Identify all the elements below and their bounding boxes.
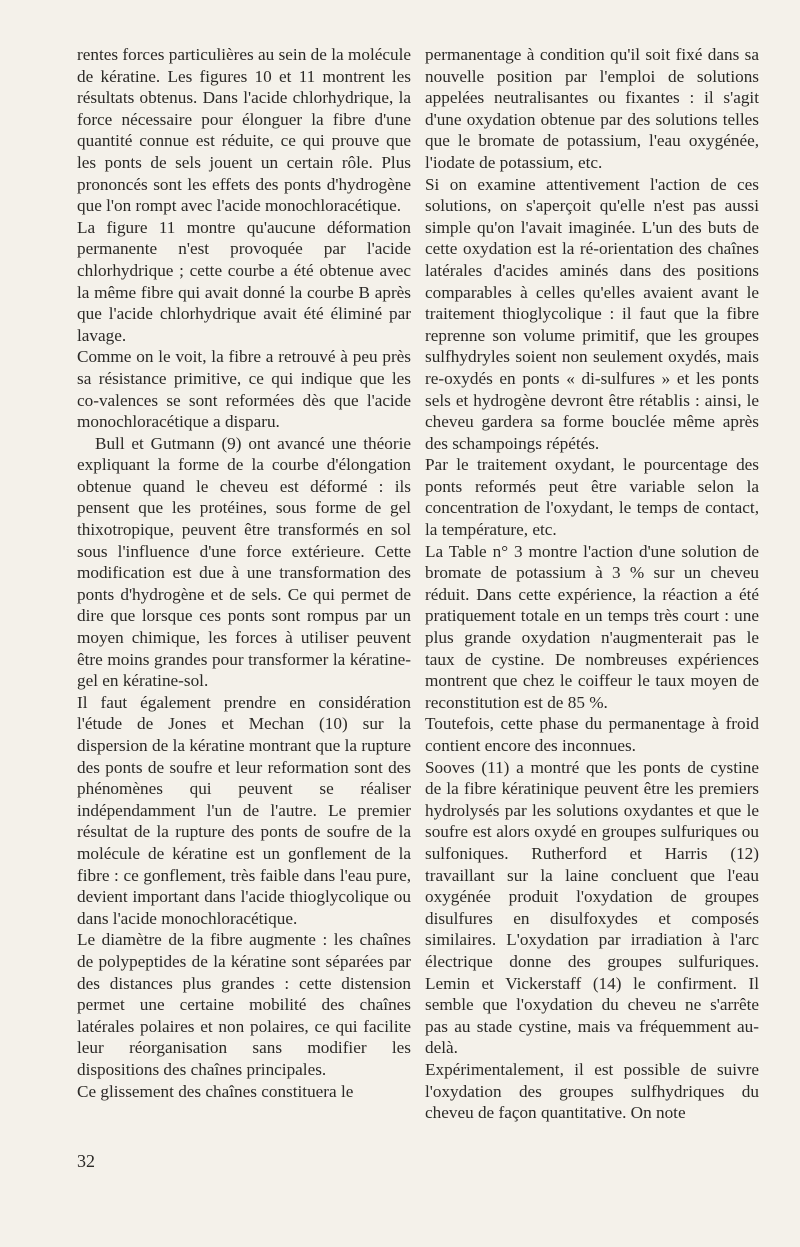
- paragraph: Le diamètre de la fibre augmente : les chaînes de polypeptides de la kératine sont séparées par des distances plus grandes : cette distension permet une certaine mobilité des chaînes latérales polaires et non polaires, ce qui facilite leur réorganisation sans modifier les dispositions des chaînes principales.: [77, 930, 411, 1079]
- paragraph: Sooves (11) a montré que les ponts de cystine de la fibre kératinique peuvent être les premiers hydrolysés par les solutions oxydantes et que le soufre est alors oxydé en groupes sulfuriques ou sulfoniques. Rutherford et Harris (12) travaillant sur la laine concluent que l'eau oxygénée produit l'oxydation de groupes disulfures en disulfoxydes et composés similaires. L'oxydation par irradiation à l'arc électrique donne des groupes sulfuriques. Lemin et Vickerstaff (14) le confirment. Il semble que l'oxydation du cheveu ne s'arrête pas au stade cystine, mais va fréquemment au-delà.: [425, 757, 759, 1058]
- paragraph: Il faut également prendre en considération l'étude de Jones et Mechan (10) sur la dispersion de la kératine montrant que la rupture des ponts de soufre et leur reformation sont des phénomènes qui peuvent se réaliser indépendamment l'un de l'autre. Le premier résultat de la rupture des ponts de soufre de la molécule de kératine est un gonflement de la fibre : ce gonflement, très faible dans l'eau pure, devient important dans l'acide thioglycolique ou dans l'acide monochloracétique.: [77, 692, 411, 928]
- paragraph: rentes forces particulières au sein de la molécule de kératine. Les figures 10 et 11 montrent les résultats obtenus. Dans l'acide chlorhydrique, la force nécessaire pour élonguer la fibre d'une quantité connue est réduite, ce qui prouve que les ponts de sels jouent un certain rôle. Plus prononcés sont les effets des ponts d'hydrogène que l'on rompt avec l'acide monochloracétique.: [77, 45, 411, 216]
- paragraph: permanentage à condition qu'il soit fixé dans sa nouvelle position par l'emploi de solutions appelées neutralisantes ou fixantes : il s'agit d'une oxydation obtenue par des solutions telles que le bromate de potassium, l'eau oxygénée, l'iodate de potassium, etc.: [425, 45, 759, 172]
- paragraph: Toutefois, cette phase du permanentage à froid contient encore des inconnues.: [425, 714, 759, 755]
- right-column: [425, 44, 759, 1124]
- paragraph: Ce glissement des chaînes constituera le: [77, 1081, 354, 1101]
- left-column: [77, 44, 411, 1102]
- paragraph: La Table n° 3 montre l'action d'une solution de bromate de potassium à 3 % sur un cheveu réduit. Dans cette expérience, la réaction a été pratiquement totale en un temps très court : une plus grande oxydation n'augmenterait pas le taux de cystine. De nombreuses expériences montrent que chez le coiffeur le taux moyen de reconstitution est de 85 %.: [425, 541, 759, 712]
- paragraph: Bull et Gutmann (9) ont avancé une théorie expliquant la forme de la courbe d'élongation obtenue quand le cheveu est déformé : ils pensent que les protéines, sous forme de gel thixotropique, peuvent être transformés en sol sous l'influence d'une force extérieure. Cette modification est due à une transformation des ponts d'hydrogène et de sels. Ce qui permet de dire que lorsque ces ponts sont rompus par un moyen chimique, les forces à utiliser peuvent être moins grandes pour transformer la kératine-gel en kératine-sol.: [77, 433, 411, 691]
- paragraph: Par le traitement oxydant, le pourcentage des ponts reformés peut être variable selon la concentration de l'oxydant, le temps de contact, la température, etc.: [425, 455, 759, 540]
- page-number: 32: [77, 1151, 95, 1171]
- paragraph: La figure 11 montre qu'aucune déformation permanente n'est provoquée par l'acide chlorhydrique ; cette courbe a été obtenue avec la même fibre qui avait donné la courbe B après que l'acide chlorhydrique avait été éliminé par lavage.: [77, 217, 411, 345]
- paragraph: Si on examine attentivement l'action de ces solutions, on s'aperçoit qu'elle n'est pas aussi simple qu'on l'avait imaginée. L'un des buts de cette oxydation est la ré-orientation des chaînes latérales d'acides aminés dans des positions comparables à celles qu'elles avaient avant le traitement thioglycolique : il faut que la fibre reprenne son volume primitif, que les groupes sulfhydryles soient non seulement oxydés, mais re-oxydés en ponts « di-sulfures » et les ponts sels et hydrogène devront être rétablis : ainsi, le cheveu gardera sa forme bouclée même après des schampoings répétés.: [425, 174, 759, 453]
- paragraph: Expérimentalement, il est possible de suivre l'oxydation des groupes sulfhydriques du cheveu de façon quantitative. On note: [425, 1059, 759, 1123]
- paragraph: Comme on le voit, la fibre a retrouvé à peu près sa résistance primitive, ce qui indique que les co-valences se sont reformées dès que l'acide monochloracétique a disparu.: [77, 347, 411, 432]
